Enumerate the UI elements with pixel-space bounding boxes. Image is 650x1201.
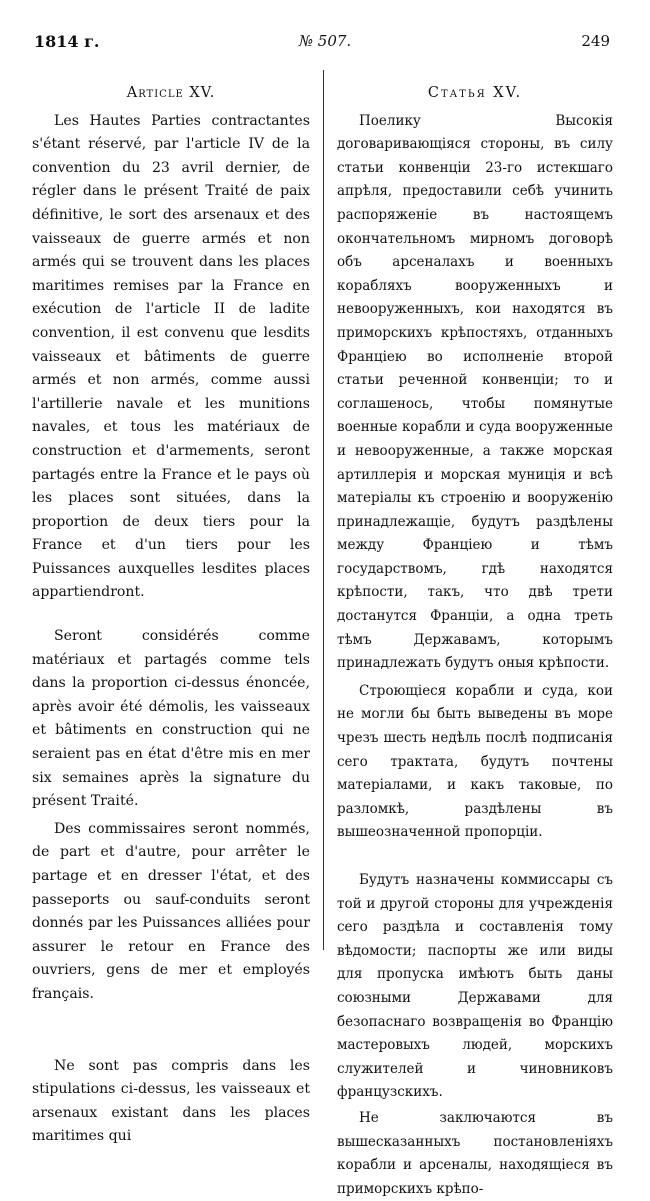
russian-paragraph: Поелику Высокія договаривающіяся стороны, въ силу статьи конвенціи 23-го истекшаго апрѣля, предоставили себѣ учинить распоряженіе въ настоящемъ окончательномъ мирномъ договорѣ объ арсеналахъ и военныхъ корабляхъ вооруженныхъ и невооруженныхъ, кои находятся въ приморскихъ крѣпостяхъ, отданныхъ Франціею во исполненіе второй статьи реченной конвенціи; то и соглашенось, чтобы помянутые военные корабли и суда вооруженные и невооруженные, а также морская артиллерія и морская муниція и всѣ матеріалы къ строенію и вооруженію принадлежащіе, будутъ раздѣлены между Франціею и тѣмъ государствомъ, гдѣ находятся крѣпости, такъ, что двѣ трети достанутся Франціи, а одна треть тѣмъ Державамъ, которымъ принадлежать будутъ оныя крѣпости. [337, 112, 613, 672]
document-number: № 507. [298, 32, 352, 50]
article-heading-russian: Статья XV. [427, 85, 523, 101]
russian-paragraph: Не заключаются въ вышесказанныхъ постановленіяхъ корабли и арсеналы, находящіеся въ приморскихъ крѣпо- [337, 1109, 613, 1197]
year-label: 1814 г. [34, 32, 100, 51]
french-column [32, 82, 310, 1149]
page-number: 249 [581, 32, 610, 50]
french-paragraph: Seront considérés comme matériaux et partagés comme tels dans la proportion ci-dessus énoncée, après avoir été démolis, les vaisseaux et bâtiments en construction qui ne seraient pas en état d'être mis en mer six semaines après la signature du présent Traité. [32, 628, 310, 810]
russian-column [337, 82, 613, 1201]
russian-paragraph: Строющіеся корабли и суда, кои не могли бы быть выведены въ море чрезъ шесть недѣль послѣ подписанія сего трактата, будутъ почтены матеріалами, и какъ таковые, по разломкѣ, раздѣлены въ вышеозначенной пропорціи. [337, 682, 613, 841]
column-divider [323, 70, 324, 950]
article-heading-french: Article XV. [126, 85, 216, 101]
french-paragraph: Ne sont pas compris dans les stipulations ci-dessus, les vaisseaux et arsenaux existant dans les places maritimes qui [32, 1057, 310, 1145]
french-paragraph: Les Hautes Parties contractantes s'étant réservé, par l'article IV de la convention du 23 avril dernier, de régler dans le présent Traité de paix définitive, le sort des arsenaux et des vaisseaux de guerre armés et non armés qui se trouvent dans les places maritimes remises par la France en exécution de l'article II de ladite convention, il est convenu que lesdits vaisseaux et bâtiments de guerre armés et non armés, comme aussi l'artillerie navale et les munitions navales, et tous les matériaux de construction et d'armements, seront partagés entre la France et le pays où les places sont situées, dans la proportion de deux tiers pour la France et d'un tiers pour les Puissances auxquelles lesdites places appartiendront. [32, 112, 310, 601]
russian-paragraph: Будутъ назначены коммиссары съ той и другой стороны для учрежденія сего раздѣла и составленія тому вѣдомости; паспорты же или виды для пропуска имѣютъ быть даны союзными Державами для безопаснаго возвращенія во Францію мастеровыхъ людей, морскихъ служителей и чиновниковъ французскихъ. [337, 872, 613, 1101]
french-paragraph: Des commissaires seront nommés, de part et d'autre, pour arrêter le partage et en dresser l'état, et des passeports ou sauf-conduits seront donnés par les Puissances alliées pour assurer le retour en France des ouvriers, gens de mer et employés français. [32, 820, 310, 1002]
page-header [0, 32, 650, 56]
